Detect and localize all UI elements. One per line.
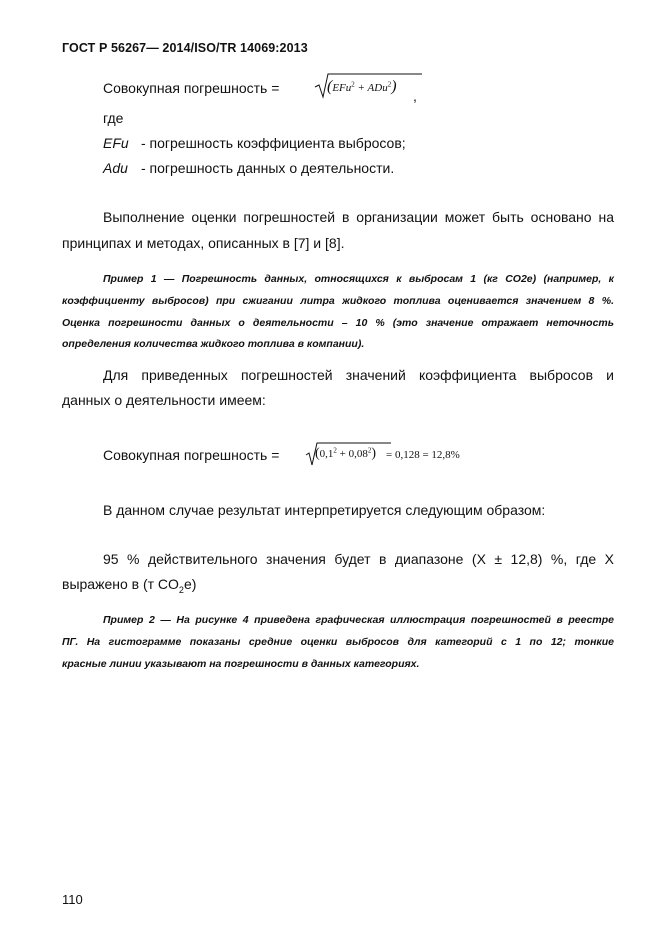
def-symbol-adu: Adu: [103, 160, 128, 176]
formula1-label: Совокупная погрешность =: [103, 80, 280, 96]
para4-line2: выражено в (т $CO_2е$): [62, 576, 197, 595]
example2-line2: ПГ. На гистограмме показаны средние оценки выбросов для категорий с 1 по 12; тонкие: [62, 636, 614, 648]
example1-line3: Оценка погрешности данных о деятельности – 10 % (это значение отражает неточность: [62, 317, 614, 329]
where-label: где: [103, 110, 124, 126]
formula1-comma: ,: [413, 88, 417, 104]
para2-line2: данных о деятельности имеем:: [62, 392, 266, 408]
para2-line1: Для приведенных погрешностей значений коэффициента выбросов и: [103, 367, 614, 383]
def-text-adu: - погрешность данных о деятельности.: [141, 160, 395, 176]
example2-line3: красные линии указывают на погрешности в данных категориях.: [62, 658, 420, 670]
def-symbol-efu: EFu: [103, 135, 129, 151]
def-text-efu: - погрешность коэффициента выбросов;: [141, 135, 406, 151]
para4-line1: 95 % действительного значения будет в диапазоне (X ± 12,8) %, где X: [103, 551, 614, 567]
formula2-label: Совокупная погрешность =: [103, 447, 280, 463]
page-number: 110: [62, 892, 83, 907]
para3: В данном случае результат интерпретируется следующим образом:: [103, 502, 546, 518]
para1-line1: Выполнение оценки погрешностей в организации может быть основано на: [103, 209, 614, 225]
formula2-result: = 0,128 = 12,8%: [386, 449, 460, 461]
example1-line4: определения количества жидкого топлива в компании).: [62, 338, 365, 350]
example2-line1: Пример 2 — На рисунке 4 приведена графическая иллюстрация погрешностей в реестре: [103, 614, 614, 626]
formula1-expression: (EFu$^2$ + ADu$^2$): [327, 78, 397, 95]
example1-line2: коэффициенту выбросов) при сжигании литра жидкого топлива оценивается значением 8 %.: [62, 295, 614, 307]
para1-line2: принципах и методах, описанных в [7] и [8].: [62, 235, 345, 251]
formula2-expression: $(0,1^2 + 0,08^2)$: [315, 446, 377, 461]
example1-line1: Пример 1 — Погрешность данных, относящихся к выбросам 1 (кг CO2e) (например, к: [103, 273, 614, 285]
document-header: ГОСТ Р 56267— 2014/ISO/TR 14069:2013: [62, 41, 308, 55]
